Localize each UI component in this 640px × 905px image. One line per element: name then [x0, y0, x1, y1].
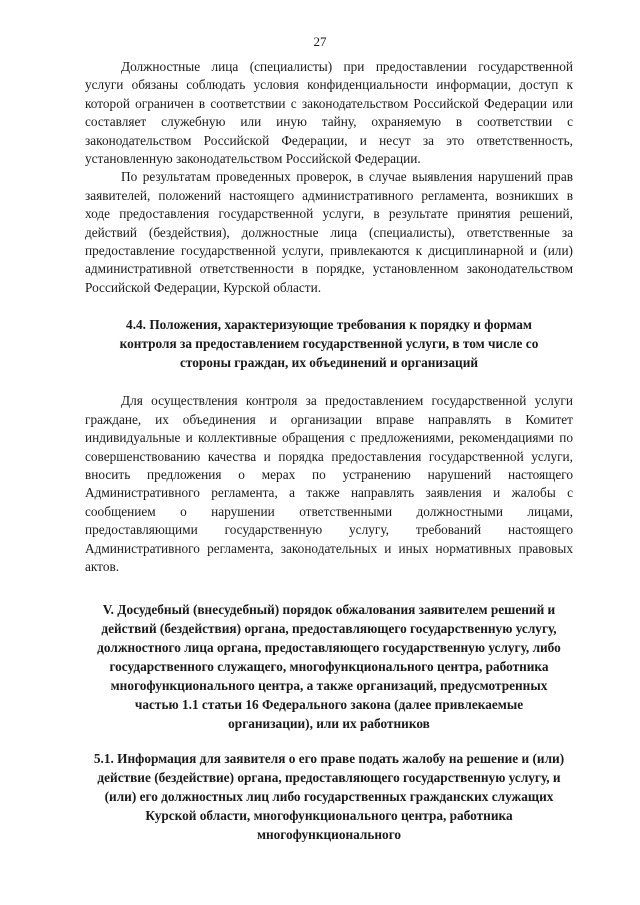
section-4-4-heading: 4.4. Положения, характеризующие требования к порядку и формам контроля за предоставлением государственной услуги, в том числе со стороны граждан, их объединений и организаций [119, 317, 539, 371]
document-body [85, 58, 573, 844]
section-5-1-heading: 5.1. Информация для заявителя о его праве подать жалобу на решение и (или) действие (бездействие) органа, предоставляющего государственную услугу, и (или) его должностных лиц либо государственных гражданских служащих Курской области, многофункционального центра, работника многофункционального [93, 751, 565, 843]
paragraph-confidentiality: Должностные лица (специалисты) при предоставлении государственной услуги обязаны соблюдать условия конфиденциальности информации, доступ к которой ограничен в соответствии с законодательством Российской Федерации или составляет служебную или иную тайну, охраняемую в соответствии с законодательством Российской Федерации, и несут за это ответственность, установленную законодательством Российской Федерации. [85, 59, 573, 167]
section-5-heading: V. Досудебный (внесудебный) порядок обжалования заявителем решений и действий (бездействия) органа, предоставляющего государственную услугу, должностного лица органа, предоставляющего государственную услугу, либо государственного служащего, многофункционального центра, работника многофункционального центра, а также организаций, предусмотренных частью 1.1 статьи 16 Федерального закона (далее привлекаемые организации), или их работников [97, 602, 561, 732]
page-number: 27 [313, 34, 327, 49]
paragraph-citizen-control: Для осуществления контроля за предоставлением государственной услуги граждане, их объединения и организации вправе направлять в Комитет индивидуальные и коллективные обращения с предложениями, рекомендациями по совершенствованию качества и порядка предоставления государственной услуги, вносить предложения о мерах по устранению нарушений настоящего Административного регламента, а также направлять заявления и жалобы с сообщением о нарушении ответственными должностными лицами, предоставляющими государственную услугу, требований настоящего Административного регламента, законодательных и иных нормативных правовых актов. [85, 393, 573, 574]
paragraph-inspection-results: По результатам проведенных проверок, в случае выявления нарушений прав заявителей, положений настоящего административного регламента, возникших в ходе предоставления государственной услуги, в результате принятия решений, действий (бездействия), должностные лица (специалисты), ответственные за предоставление государственной услуги, привлекаются к дисциплинарной и (или) административной ответственности в порядке, установленном законодательством Российской Федерации, Курской области. [85, 169, 573, 295]
